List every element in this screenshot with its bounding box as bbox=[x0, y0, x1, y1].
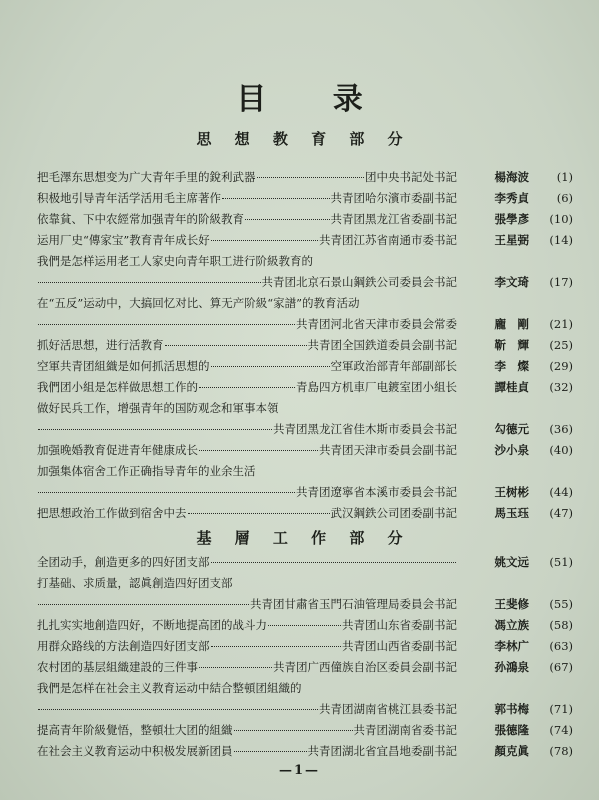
entry-page: (6) bbox=[556, 191, 573, 205]
toc-row bbox=[37, 503, 573, 524]
entry-organization: 空軍政治部青年部副部长 bbox=[330, 359, 457, 373]
entry-page: (63) bbox=[549, 639, 573, 653]
entry-title: 积极地引导青年活学活用毛主席著作 bbox=[37, 191, 221, 205]
entry-page: (51) bbox=[549, 555, 573, 569]
toc-title-row bbox=[37, 293, 573, 314]
entry-page: (74) bbox=[549, 723, 573, 737]
toc-row bbox=[37, 377, 573, 398]
leader-dots bbox=[268, 625, 341, 626]
entry-organization: 共青团哈尔濱市委副书記 bbox=[330, 191, 457, 205]
entry-organization: 共青团河北省天津市委員会常委 bbox=[296, 317, 457, 331]
entry-author: 勾德元 bbox=[494, 422, 529, 436]
leader-dots bbox=[38, 492, 295, 493]
entry-title: 依靠貧、下中农經常加强青年的阶級教育 bbox=[37, 212, 244, 226]
toc-entry bbox=[37, 209, 573, 230]
leader-dots bbox=[234, 751, 307, 752]
leader-dots bbox=[199, 387, 295, 388]
leader-dots bbox=[211, 646, 342, 647]
toc-entry bbox=[37, 615, 573, 636]
toc-detail-row bbox=[37, 594, 573, 615]
entry-title: 空軍共青团組織是如何抓活思想的 bbox=[37, 359, 210, 373]
leader-dots bbox=[245, 219, 330, 220]
entry-page: (44) bbox=[549, 485, 573, 499]
entry-title: 提高青年阶級覺悟，整頓壮大团的組織 bbox=[37, 723, 233, 737]
entry-title: 把思想政治工作做到宿舍中去 bbox=[37, 506, 187, 520]
toc-entry bbox=[37, 552, 573, 573]
toc-row bbox=[37, 440, 573, 461]
entry-page: (25) bbox=[549, 338, 573, 352]
leader-dots bbox=[38, 282, 261, 283]
entry-title: 农村团的基层組織建設的三件事 bbox=[37, 660, 198, 674]
toc-entry bbox=[37, 230, 573, 251]
toc-row bbox=[37, 552, 573, 573]
leader-dots bbox=[211, 240, 318, 241]
toc-entry bbox=[37, 440, 573, 461]
entry-author: 張德隆 bbox=[494, 723, 529, 737]
entry-author: 龐 剛 bbox=[494, 317, 529, 331]
leader-dots bbox=[188, 513, 330, 514]
entry-page: (78) bbox=[549, 744, 573, 758]
toc-entry bbox=[37, 293, 573, 335]
toc-detail-row bbox=[37, 482, 573, 503]
leader-dots bbox=[38, 429, 272, 430]
toc-row bbox=[37, 230, 573, 251]
toc-entry bbox=[37, 188, 573, 209]
entry-author: 王斐修 bbox=[494, 597, 529, 611]
entry-author: 顏克眞 bbox=[494, 744, 529, 758]
toc-entry bbox=[37, 377, 573, 398]
entry-author: 楊海波 bbox=[494, 170, 529, 184]
toc-entry bbox=[37, 720, 573, 741]
toc-list bbox=[37, 167, 573, 524]
toc-list bbox=[37, 552, 573, 762]
toc-entry bbox=[37, 335, 573, 356]
leader-dots bbox=[199, 667, 272, 668]
entry-page: (40) bbox=[549, 443, 573, 457]
leader-dots bbox=[38, 604, 249, 605]
toc-row bbox=[37, 741, 573, 762]
page-number: —1— bbox=[278, 763, 321, 778]
entry-title: 加强集体宿舍工作正确指导青年的业余生活 bbox=[37, 464, 256, 478]
toc-entry bbox=[37, 398, 573, 440]
entry-organization: 共青团天津市委員会副书記 bbox=[319, 443, 457, 457]
toc-detail-row bbox=[37, 314, 573, 335]
entry-organization: 共青团北京石景山鋼鉄公司委員会书記 bbox=[261, 275, 457, 289]
entry-organization: 共青团湖南省委书記 bbox=[353, 723, 457, 737]
toc-entry bbox=[37, 503, 573, 524]
toc-title-row bbox=[37, 398, 573, 419]
toc-title-row bbox=[37, 461, 573, 482]
entry-author: 李秀貞 bbox=[494, 191, 529, 205]
entry-page: (14) bbox=[549, 233, 573, 247]
entry-page: (17) bbox=[549, 275, 573, 289]
entry-title: 我們是怎样运用老工人家史向青年职工进行阶級教育的 bbox=[37, 254, 313, 268]
toc-entry bbox=[37, 678, 573, 720]
entry-title: 把毛澤东思想变为广大青年手里的銳利武器 bbox=[37, 170, 256, 184]
entry-author: 李林广 bbox=[494, 639, 529, 653]
entry-author: 靳 輝 bbox=[494, 338, 529, 352]
entry-title: 运用厂史“傳家宝”教育青年成长好 bbox=[37, 233, 210, 247]
entry-page: (21) bbox=[549, 317, 573, 331]
entry-organization: 共青团黑龙江省佳木斯市委員会书記 bbox=[273, 422, 457, 436]
entry-title: 用群众路线的方法創造四好团支部 bbox=[37, 639, 210, 653]
section-heading: 思 想 教 育 部 分 bbox=[196, 130, 412, 148]
entry-page: (36) bbox=[549, 422, 573, 436]
entry-author: 馬玉珏 bbox=[494, 506, 529, 520]
entry-organization: 共青团遼寧省本溪市委員会书記 bbox=[296, 485, 457, 499]
toc-entry bbox=[37, 657, 573, 678]
entry-author: 王星弼 bbox=[494, 233, 529, 247]
entry-author: 張學彥 bbox=[494, 212, 529, 226]
entry-title: 在社会主义教育运动中积极发展新团員 bbox=[37, 744, 233, 758]
section-heading: 基 層 工 作 部 分 bbox=[196, 529, 412, 547]
entry-page: (29) bbox=[549, 359, 573, 373]
toc-title-row bbox=[37, 251, 573, 272]
toc-entry bbox=[37, 167, 573, 188]
toc-entry bbox=[37, 573, 573, 615]
entry-page: (47) bbox=[549, 506, 573, 520]
entry-organization: 共青团山西省委副书記 bbox=[342, 639, 457, 653]
entry-organization: 共青团甘肅省玉門石油管理局委員会书記 bbox=[250, 597, 457, 611]
entry-author: 譚桂貞 bbox=[494, 380, 529, 394]
toc-row bbox=[37, 657, 573, 678]
toc-row bbox=[37, 188, 573, 209]
entry-title: 抓好活思想，进行活教育 bbox=[37, 338, 164, 352]
toc-row bbox=[37, 356, 573, 377]
entry-title: 加强晚婚教育促进青年健康成长 bbox=[37, 443, 198, 457]
entry-title: 全团动手，創造更多的四好团支部 bbox=[37, 555, 210, 569]
entry-page: (1) bbox=[556, 170, 573, 184]
toc-detail-row bbox=[37, 419, 573, 440]
page-title: 目 录 bbox=[236, 82, 391, 117]
entry-author: 孙鴻泉 bbox=[494, 660, 529, 674]
entry-page: (55) bbox=[549, 597, 573, 611]
entry-organization: 共青团湖南省桃江县委书記 bbox=[319, 702, 457, 716]
toc-entry bbox=[37, 251, 573, 293]
toc-row bbox=[37, 615, 573, 636]
toc-detail-row bbox=[37, 699, 573, 720]
leader-dots bbox=[211, 366, 330, 367]
leader-dots bbox=[38, 709, 318, 710]
entry-organization: 共青团广西僮族自治区委員会副书記 bbox=[273, 660, 457, 674]
toc-entry bbox=[37, 636, 573, 657]
entry-author: 李 燦 bbox=[494, 359, 529, 373]
leader-dots bbox=[222, 198, 330, 199]
entry-author: 郭书梅 bbox=[494, 702, 529, 716]
entry-title: 扎扎实实地創造四好，不断地提高团的战斗力 bbox=[37, 618, 267, 632]
toc-row bbox=[37, 636, 573, 657]
entry-organization: 共青团江苏省南通市委书記 bbox=[319, 233, 457, 247]
entry-organization: 共青团山东省委副书記 bbox=[342, 618, 457, 632]
entry-author: 沙小泉 bbox=[494, 443, 529, 457]
entry-page: (71) bbox=[549, 702, 573, 716]
toc-detail-row bbox=[37, 272, 573, 293]
entry-author: 李文琦 bbox=[494, 275, 529, 289]
toc-entry bbox=[37, 356, 573, 377]
toc-entry bbox=[37, 461, 573, 503]
entry-organization: 共青团黑龙江省委副书記 bbox=[330, 212, 457, 226]
entry-organization: 武汉鋼鉄公司团委副书記 bbox=[330, 506, 457, 520]
entry-title: 在“五反”运动中，大搞回忆对比、算无产阶級“家譜”的教育活动 bbox=[37, 296, 360, 310]
entry-author: 馮立族 bbox=[494, 618, 529, 632]
toc-row bbox=[37, 167, 573, 188]
leader-dots bbox=[257, 177, 365, 178]
leader-dots bbox=[38, 324, 295, 325]
entry-page: (10) bbox=[549, 212, 573, 226]
entry-page: (58) bbox=[549, 618, 573, 632]
entry-title: 打基础、求质量，認眞創造四好团支部 bbox=[37, 576, 233, 590]
leader-dots bbox=[165, 345, 307, 346]
toc-title-row bbox=[37, 573, 573, 594]
entry-page: (32) bbox=[549, 380, 573, 394]
toc-row bbox=[37, 209, 573, 230]
entry-organization: 共青团全国鉄道委員会副书記 bbox=[307, 338, 457, 352]
leader-dots bbox=[234, 730, 353, 731]
toc-entry bbox=[37, 741, 573, 762]
toc-title-row bbox=[37, 678, 573, 699]
entry-author: 王树彬 bbox=[494, 485, 529, 499]
entry-author: 姚文远 bbox=[494, 555, 529, 569]
entry-page: (67) bbox=[549, 660, 573, 674]
entry-title: 我們是怎样在社会主义教育运动中結合整頓团組織的 bbox=[37, 681, 302, 695]
toc-row bbox=[37, 720, 573, 741]
entry-title: 我們团小組是怎样做思想工作的 bbox=[37, 380, 198, 394]
entry-organization: 团中央书記处书記 bbox=[365, 170, 457, 184]
toc-row bbox=[37, 335, 573, 356]
entry-title: 做好民兵工作，增强青年的国防观念和軍事本領 bbox=[37, 401, 279, 415]
leader-dots bbox=[199, 450, 318, 451]
entry-organization: 共青团湖北省宜昌地委副书記 bbox=[307, 744, 457, 758]
leader-dots bbox=[211, 562, 457, 563]
entry-organization: 青島四方机車厂电鍍室团小組长 bbox=[296, 380, 457, 394]
